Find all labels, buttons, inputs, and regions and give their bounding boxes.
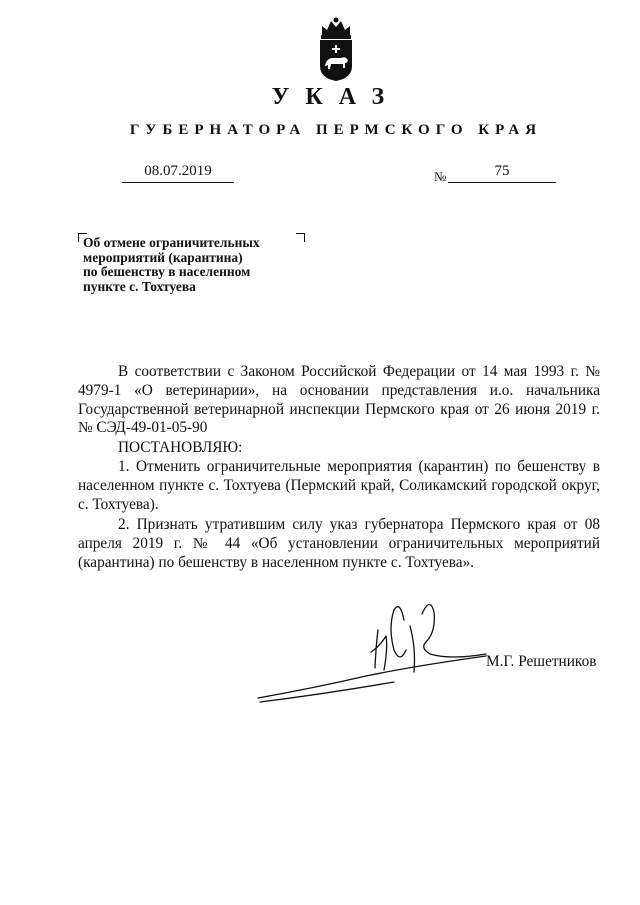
issuer-title: ГУБЕРНАТОРА ПЕРМСКОГО КРАЯ [129, 122, 543, 138]
subject-line: мероприятий (карантина) [83, 249, 243, 265]
subject-line: по бешенству в населенном [83, 264, 251, 279]
handwritten-signature [254, 590, 494, 710]
document-subject [83, 236, 305, 294]
document-date: 08.07.2019 [122, 163, 234, 183]
document-type-title: УКАЗ [271, 84, 401, 110]
signer-name: М.Г. Решетников [486, 653, 597, 670]
subject-line: Об отмене ограничительных [83, 235, 260, 250]
document-number: 75 [448, 163, 556, 183]
basis-paragraph: В соответствии с Законом Российской Федерации от 14 мая 1993 г. № 4979-1 «О ветеринарии», на основании представления и.о. начальника Государственной ветеринарной инспекции Пермского края от 26 июня 2019 г. № СЭД-49-01-05-90 [78, 363, 600, 437]
order-item-1: 1. Отменить ограничительные мероприятия (карантин) по бешенству в населенном пункте с. Тохтуева (Пермский край, Соликамский городской округ, с. Тохтуева). [78, 458, 600, 513]
resolve-heading: ПОСТАНОВЛЯЮ: [118, 439, 243, 456]
number-sign: № [434, 169, 447, 184]
subject-line: пункте с. Тохтуева [83, 278, 196, 294]
coat-of-arms-icon [316, 16, 356, 82]
order-item-2: 2. Признать утратившим силу указ губернатора Пермского края от 08 апреля 2019 г. № 44 «Об установлении ограничительных мероприятий (карантина) по бешенству в населенном пункте с. Тохтуева». [78, 516, 600, 571]
